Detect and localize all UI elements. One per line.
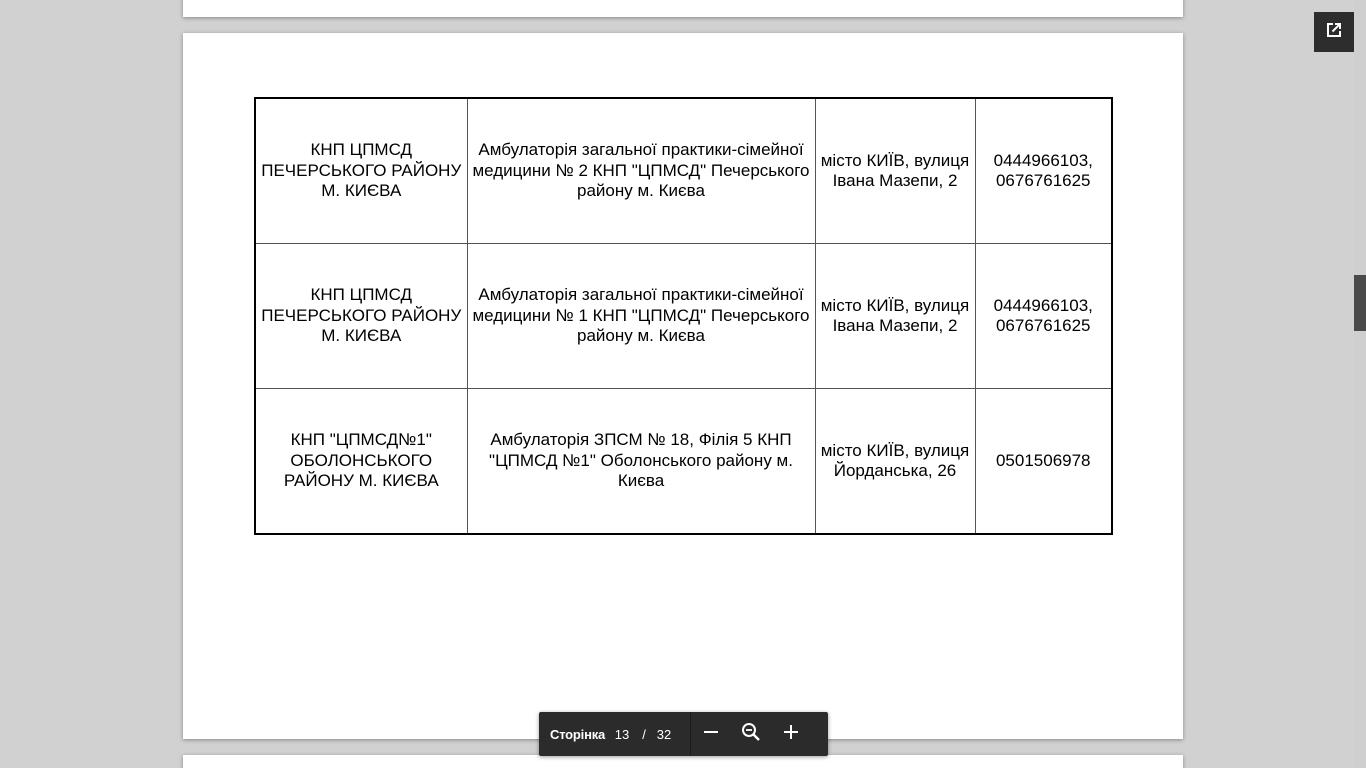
facilities-table — [254, 97, 1113, 535]
phone-cell: 0501506978 — [975, 389, 1112, 535]
zoom-out-button[interactable] — [691, 712, 731, 756]
zoom-fit-button[interactable] — [731, 712, 771, 756]
current-page-number[interactable]: 13 — [614, 726, 630, 742]
facility-cell: Амбулаторія загальної практики-сімейної медицини № 2 КНП "ЦПМСД" Печерського району м. Києва — [467, 98, 815, 244]
phone-cell: 0444966103, 0676761625 — [975, 244, 1112, 389]
table-row — [255, 98, 1112, 244]
phone-cell: 0444966103, 0676761625 — [975, 98, 1112, 244]
address-cell: місто КИЇВ, вулиця Йорданська, 26 — [815, 389, 975, 535]
magnifier-minus-icon — [741, 722, 761, 747]
page-separator: / — [642, 726, 646, 742]
zoom-in-button[interactable] — [771, 712, 811, 756]
total-pages: 32 — [656, 726, 672, 742]
open-in-new-icon — [1324, 20, 1344, 45]
org-cell: КНП ЦПМСД ПЕЧЕРСЬКОГО РАЙОНУ М. КИЄВА — [255, 98, 467, 244]
page-toolbar — [539, 712, 828, 756]
address-cell: місто КИЇВ, вулиця Івана Мазепи, 2 — [815, 98, 975, 244]
facility-cell: Амбулаторія загальної практики-сімейної медицини № 1 КНП "ЦПМСД" Печерського району м. Києва — [467, 244, 815, 389]
address-cell: місто КИЇВ, вулиця Івана Мазепи, 2 — [815, 244, 975, 389]
table-row — [255, 389, 1112, 535]
scrollbar-thumb[interactable] — [1354, 275, 1366, 331]
page-label: Сторінка — [550, 726, 606, 742]
facility-cell: Амбулаторія ЗПСМ № 18, Філія 5 КНП "ЦПМСД №1" Оболонського району м. Києва — [467, 389, 815, 535]
vertical-scrollbar[interactable] — [1354, 0, 1366, 768]
pdf-page-current — [183, 33, 1183, 739]
pdf-page-previous — [183, 0, 1183, 17]
open-in-new-window-button[interactable] — [1314, 12, 1354, 52]
minus-icon — [703, 724, 719, 745]
org-cell: КНП "ЦПМСД№1" ОБОЛОНСЬКОГО РАЙОНУ М. КИЄВА — [255, 389, 467, 535]
table-row — [255, 244, 1112, 389]
pdf-page-next — [183, 755, 1183, 768]
plus-icon — [783, 724, 799, 745]
org-cell: КНП ЦПМСД ПЕЧЕРСЬКОГО РАЙОНУ М. КИЄВА — [255, 244, 467, 389]
